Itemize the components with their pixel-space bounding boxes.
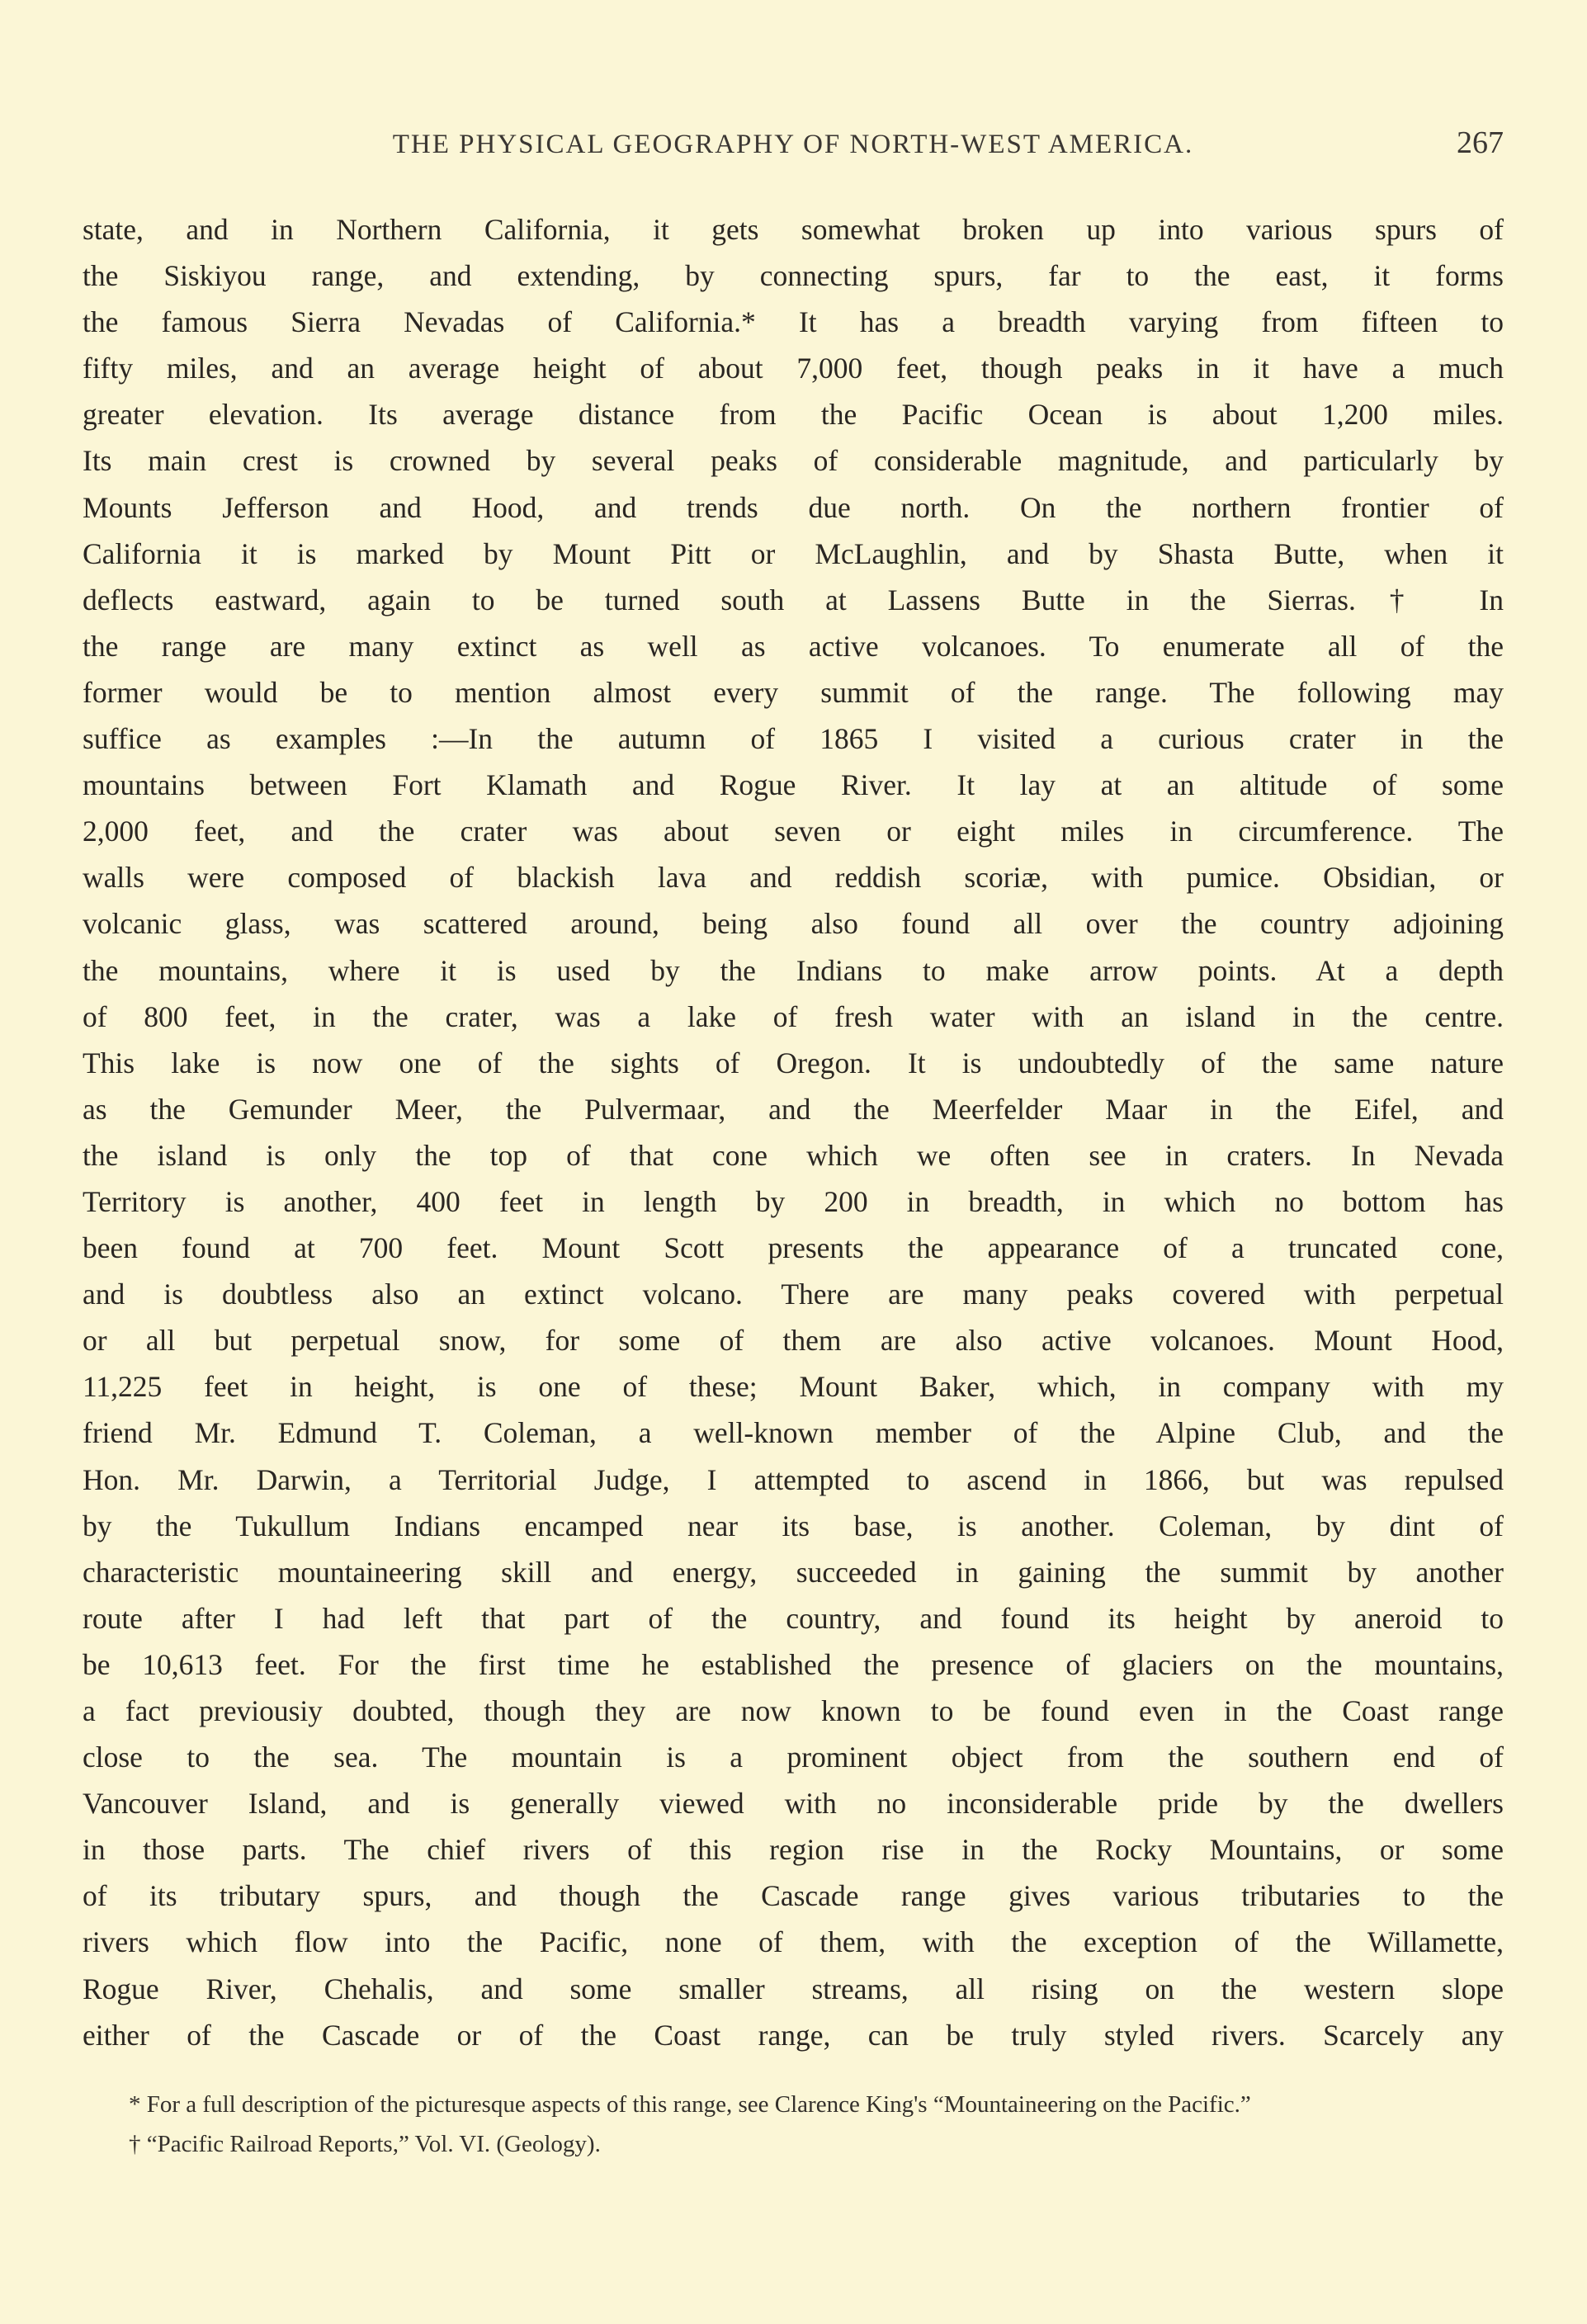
text-line: volcanic glass, was scattered around, being also found all over the country adjoining [83, 907, 1504, 941]
text-line: state, and in Northern California, it gets somewhat broken up into various spurs of [83, 213, 1504, 246]
text-line: rivers which flow into the Pacific, none of them, with the exception of the Willamette, [83, 1925, 1504, 1959]
text-line: the range are many extinct as well as active volcanoes. To enumerate all of the [83, 629, 1504, 663]
text-line: a fact previousiy doubted, though they are now known to be found even in the Coast range [83, 1694, 1504, 1727]
page-number: 267 [1457, 125, 1504, 160]
text-line: fifty miles, and an average height of about 7,000 feet, though peaks in it have a much [83, 352, 1504, 385]
text-line: friend Mr. Edmund T. Coleman, a well-known member of the Alpine Club, and the [83, 1416, 1504, 1450]
text-line: walls were composed of blackish lava and reddish scoriæ, with pumice. Obsidian, or [83, 861, 1504, 895]
running-title: THE PHYSICAL GEOGRAPHY OF NORTH-WEST AMERICA. [392, 130, 1194, 159]
text-line: former would be to mention almost every summit of the range. The following may [83, 675, 1504, 709]
text-line: Territory is another, 400 feet in length by 200 in breadth, in which no bottom has [83, 1184, 1504, 1218]
text-line: the mountains, where it is used by the Indians to make arrow points. At a depth [83, 953, 1504, 987]
text-line: California it is marked by Mount Pitt or McLaughlin, and by Shasta Butte, when it [83, 536, 1504, 570]
text-line: Rogue River, Chehalis, and some smaller streams, all rising on the western slope [83, 1972, 1504, 2005]
text-line: 2,000 feet, and the crater was about seven or eight miles in circumference. The [83, 815, 1504, 848]
text-line: the famous Sierra Nevadas of California.* It has a breadth varying from fifteen to [83, 305, 1504, 339]
text-line: the island is only the top of that cone which we often see in craters. In Nevada [83, 1138, 1504, 1172]
text-line: Hon. Mr. Darwin, a Territorial Judge, I attempted to ascend in 1866, but was repulsed [83, 1462, 1504, 1496]
text-line: of 800 feet, in the crater, was a lake of fresh water with an island in the centre. [83, 999, 1504, 1033]
text-line: Vancouver Island, and is generally viewed with no inconsiderable pride by the dwellers [83, 1787, 1504, 1821]
text-line: greater elevation. Its average distance from the Pacific Ocean is about 1,200 miles. [83, 398, 1504, 432]
text-line: by the Tukullum Indians encamped near its base, is another. Coleman, by dint of [83, 1509, 1504, 1542]
footnote-railroad-reports: † “Pacific Railroad Reports,” Vol. VI. (Geology). [129, 2131, 601, 2157]
text-line: 11,225 feet in height, is one of these; Mount Baker, which, in company with my [83, 1370, 1504, 1404]
footnotes [83, 2086, 1504, 2162]
text-line: in those parts. The chief rivers of this region rise in the Rocky Mountains, or some [83, 1833, 1504, 1867]
text-line: route after I had left that part of the country, and found its height by aneroid to [83, 1601, 1504, 1635]
text-line: suffice as examples :—In the autumn of 1865 I visited a curious crater in the [83, 722, 1504, 756]
body-paragraph [83, 206, 1504, 2058]
text-line: or all but perpetual snow, for some of them are also active volcanoes. Mount Hood, [83, 1324, 1504, 1358]
text-line: Mounts Jefferson and Hood, and trends due north. On the northern frontier of [83, 490, 1504, 524]
text-line: as the Gemunder Meer, the Pulvermaar, and the Meerfelder Maar in the Eifel, and [83, 1092, 1504, 1126]
text-line: This lake is now one of the sights of Oregon. It is undoubtedly of the same nature [83, 1046, 1504, 1079]
text-line: be 10,613 feet. For the first time he established the presence of glaciers on the mountains, [83, 1647, 1504, 1681]
text-line: close to the sea. The mountain is a prominent object from the southern end of [83, 1741, 1504, 1774]
footnote-clarence-king: * For a full description of the picturesque aspects of this range, see Clarence King's “Mountaineering on the Pacific.” [129, 2091, 1251, 2118]
text-line: either of the Cascade or of the Coast range, can be truly styled rivers. Scarcely any [83, 2018, 1504, 2052]
running-head [83, 124, 1504, 165]
text-line: characteristic mountaineering skill and energy, succeeded in gaining the summit by another [83, 1555, 1504, 1589]
text-line: of its tributary spurs, and though the Cascade range gives various tributaries to the [83, 1879, 1504, 1913]
text-line: the Siskiyou range, and extending, by connecting spurs, far to the east, it forms [83, 259, 1504, 293]
text-line: Its main crest is crowned by several peaks of considerable magnitude, and particularly by [83, 444, 1504, 478]
text-line: and is doubtless also an extinct volcano. There are many peaks covered with perpetual [83, 1278, 1504, 1311]
text-line: been found at 700 feet. Mount Scott presents the appearance of a truncated cone, [83, 1231, 1504, 1265]
text-line: mountains between Fort Klamath and Rogue River. It lay at an altitude of some [83, 768, 1504, 802]
text-line: deflects eastward, again to be turned south at Lassens Butte in the Sierras.† In [83, 583, 1504, 616]
